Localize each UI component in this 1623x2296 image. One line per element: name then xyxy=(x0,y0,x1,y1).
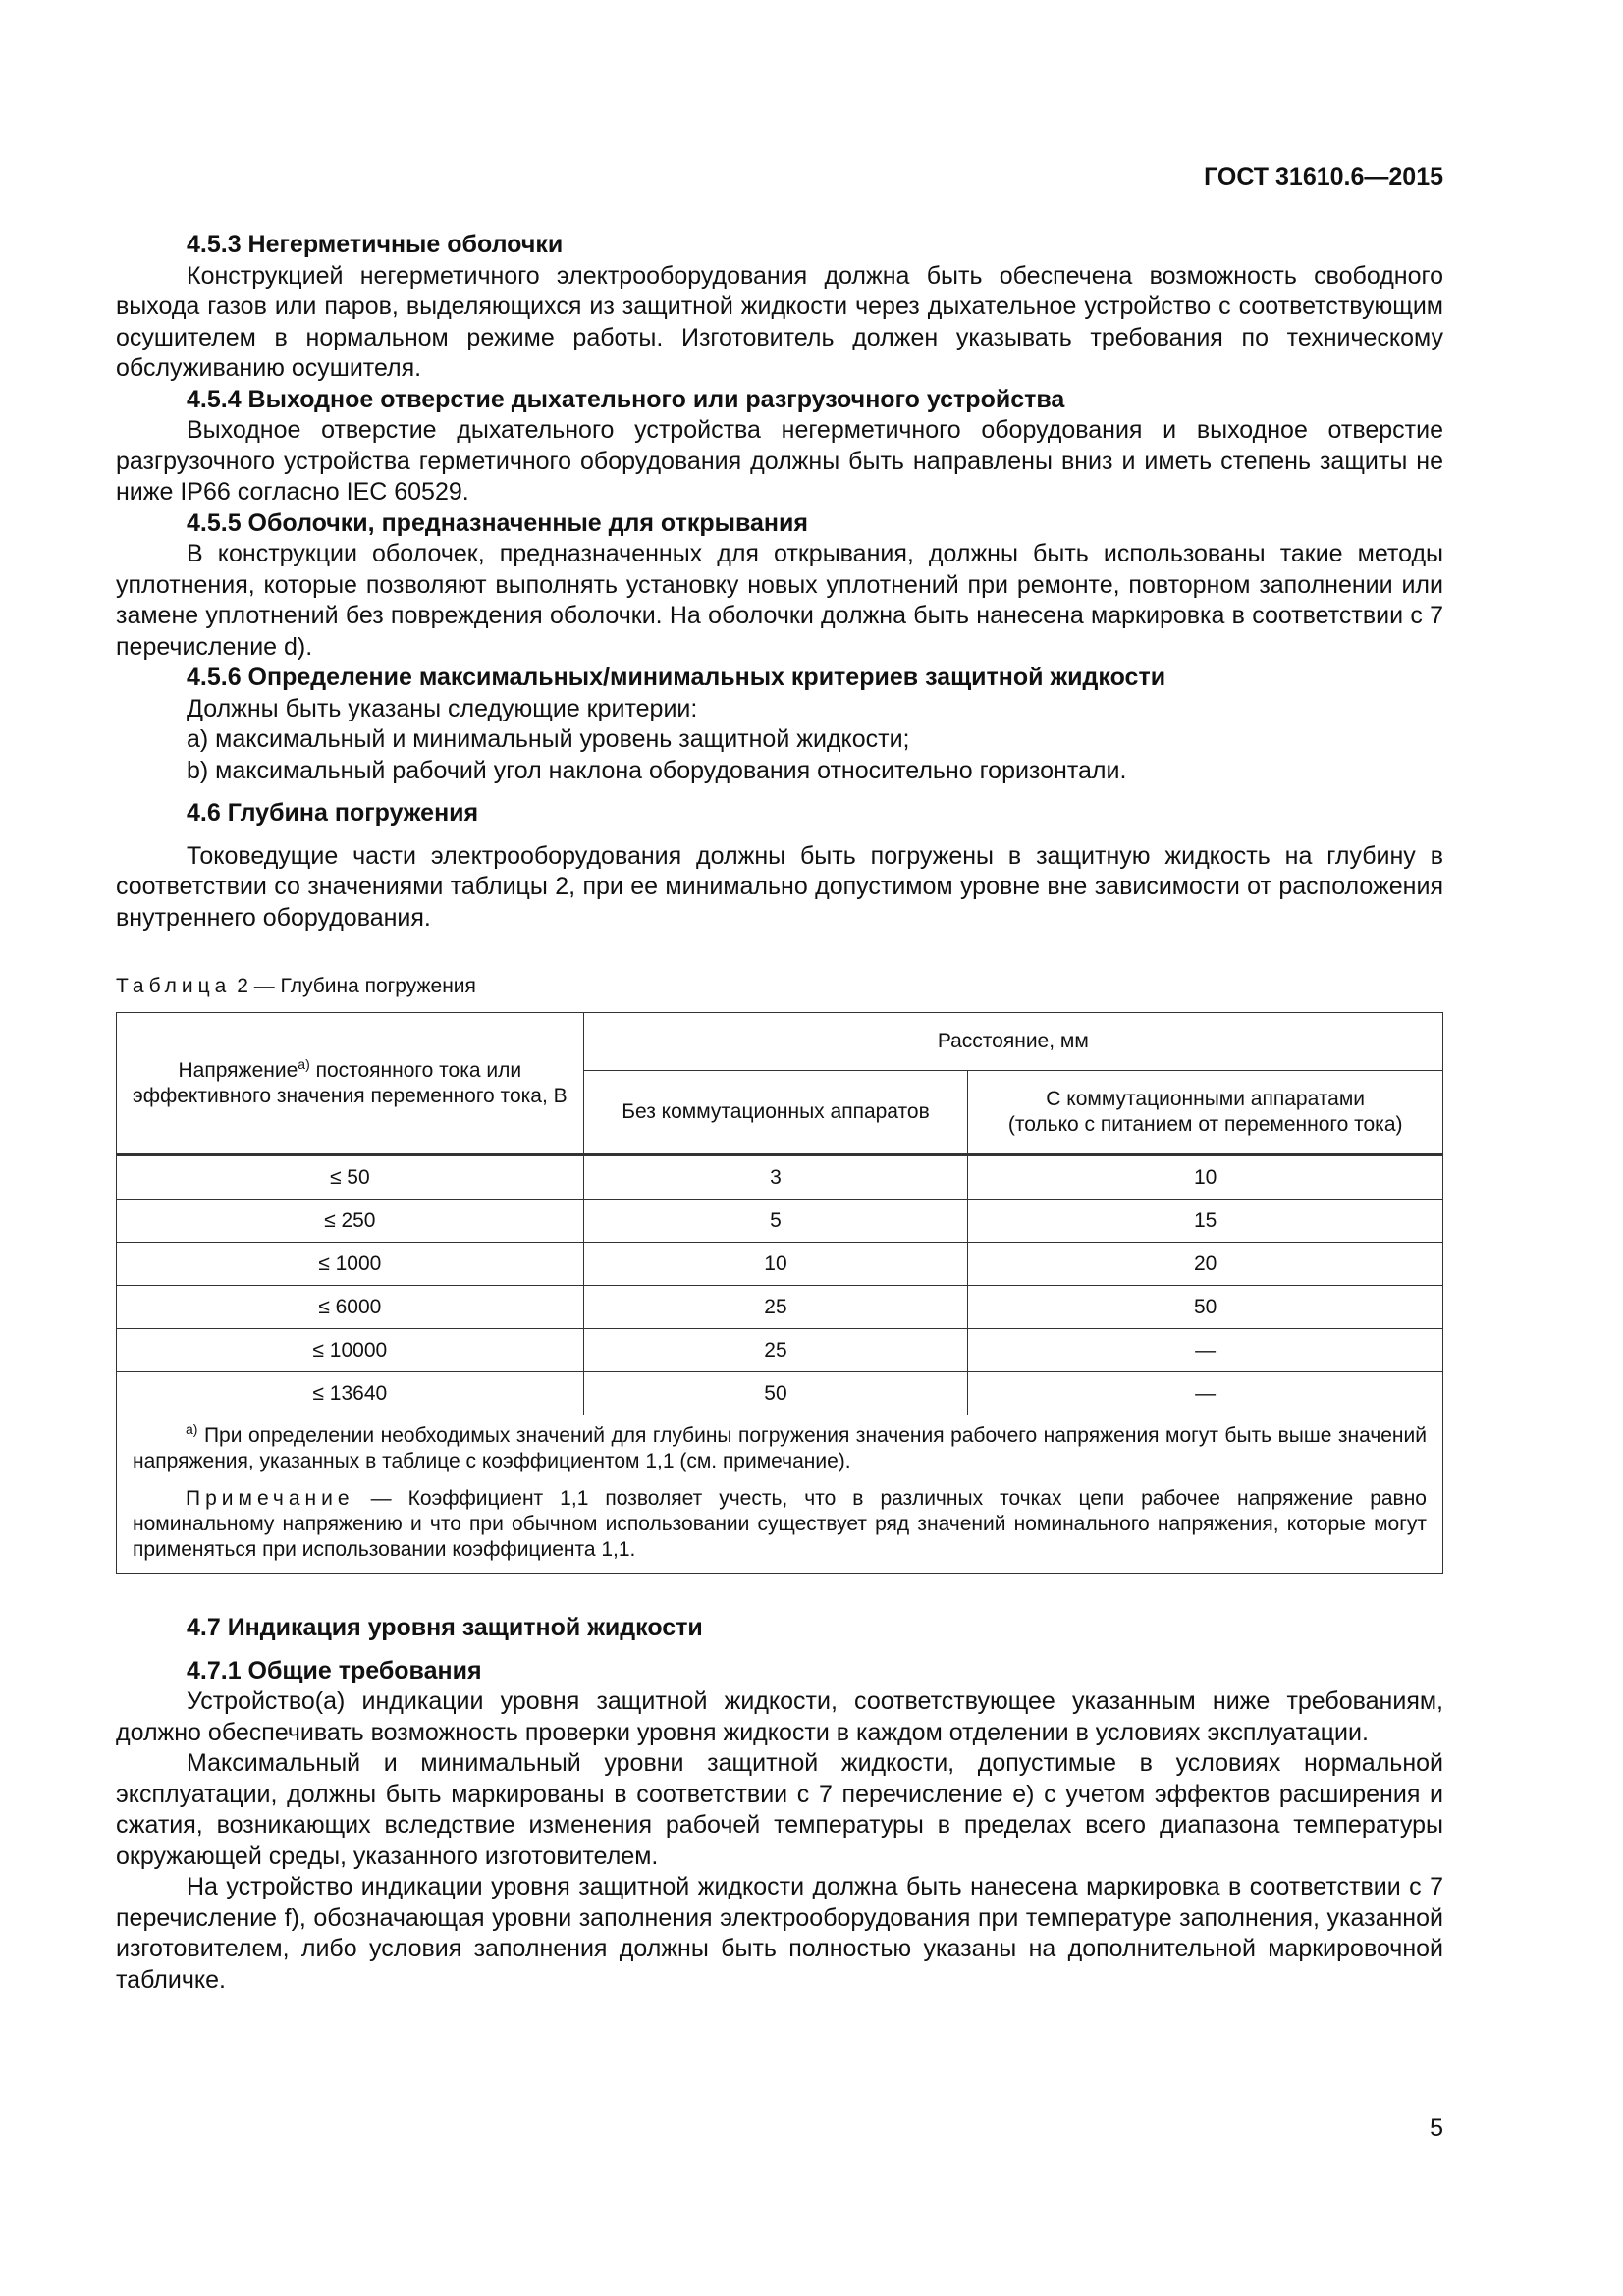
document-page xyxy=(116,0,1443,2296)
section-4-5-3-heading: 4.5.3 Негерметичные оболочки xyxy=(187,231,564,258)
table-row xyxy=(117,1372,1443,1415)
table-notes xyxy=(117,1415,1443,1574)
distance-group-header: Расстояние, мм xyxy=(583,1013,1442,1071)
with-switching-header: С коммутационными аппаратами (только с питанием от переменного тока) xyxy=(968,1071,1443,1155)
document-header: ГОСТ 31610.6—2015 xyxy=(1204,163,1443,190)
without-switching-cell: 25 xyxy=(583,1329,968,1372)
without-switching-cell: 10 xyxy=(583,1243,968,1286)
section-4-5-5-text: В конструкции оболочек, предназначенных для открывания, должны быть использованы такие методы уплотнения, которые позволяют выполнять установку новых уплотнений при ремонте, повторном заполнении или замене уплотнений без повреждения оболочки. На оболочки должна быть нанесена маркировка в соответствии с 7 перечисление d). xyxy=(116,540,1443,661)
section-4-5-5-heading: 4.5.5 Оболочки, предназначенные для открывания xyxy=(187,508,808,537)
table-caption-title: 2 — Глубина погружения xyxy=(237,975,476,997)
section-4-5-3-text: Конструкцией негерметичного электрооборудования должна быть обеспечена возможность свободного выхода газов или паров, выделяющихся из защитной жидкости через дыхательное устройство с соответствующим осушителем в нормальном режиме работы. Изготовитель должен указывать требования по техническому обслуживанию осушителя. xyxy=(116,261,1443,382)
voltage-cell: ≤ 6000 xyxy=(117,1286,584,1329)
section-4-5-6-heading: 4.5.6 Определение максимальных/минимальных критериев защитной жидкости xyxy=(187,664,1166,691)
with-switching-cell: 20 xyxy=(968,1243,1443,1286)
voltage-cell: ≤ 10000 xyxy=(117,1329,584,1372)
section-4-7-1-paragraph-1: Устройство(а) индикации уровня защитной жидкости, соответствующее указанным ниже требованиям, должно обеспечивать возможность проверки уровня жидкости в каждом отделении в условиях эксплуатации. xyxy=(116,1687,1443,1746)
immersion-depth-table xyxy=(116,1012,1443,1574)
without-switching-cell: 5 xyxy=(583,1200,968,1243)
with-switching-cell: 15 xyxy=(968,1200,1443,1243)
voltage-cell: ≤ 13640 xyxy=(117,1372,584,1415)
table-row xyxy=(117,1329,1443,1372)
section-4-6-text: Токоведущие части электрооборудования должны быть погружены в защитную жидкость на глубину в соответствии со значениями таблицы 2, при ее минимально допустимом уровне вне зависимости от расположения внутреннего оборудования. xyxy=(116,841,1443,932)
section-4-7-1-heading: 4.7.1 Общие требования xyxy=(187,1656,482,1684)
section-4-6-heading: 4.6 Глубина погружения xyxy=(187,799,479,827)
section-4-7-1-paragraph-2: Максимальный и минимальный уровни защитной жидкости, допустимые в условиях нормальной эксплуатации, должны быть маркированы в соответствии с 7 перечисление е) с учетом эффектов расширения и сжатия, возникающих вследствие изменения рабочей температуры в пределах всего диапазона температуры окружающей среды, указанного изготовителем. xyxy=(116,1749,1443,1870)
section-4-5-4-heading: 4.5.4 Выходное отверстие дыхательного или разгрузочного устройства xyxy=(187,385,1065,413)
voltage-column-header: Напряжение$^{а)}$ постоянного тока или эффективного значения переменного тока, В xyxy=(117,1013,584,1155)
with-switching-cell: 10 xyxy=(968,1155,1443,1200)
voltage-cell: ≤ 50 xyxy=(117,1155,584,1200)
section-4-5-6-intro: Должны быть указаны следующие критерии: xyxy=(187,694,698,722)
without-switching-cell: 3 xyxy=(583,1155,968,1200)
with-switching-cell: — xyxy=(968,1329,1443,1372)
table-footnote: $^{а)}$ При определении необходимых значений для глубины погружения значения рабочего напряжения могут быть выше значений напряжения, указанных в таблице с коэффициентом 1,1 (см. примечание). xyxy=(133,1421,1427,1472)
with-switching-cell: 50 xyxy=(968,1286,1443,1329)
page-number: 5 xyxy=(1430,2114,1443,2142)
table-caption-label: Таблица xyxy=(116,975,232,997)
document-body xyxy=(116,230,1443,1996)
voltage-cell: ≤ 1000 xyxy=(117,1243,584,1286)
table-row xyxy=(117,1200,1443,1243)
table-row xyxy=(117,1286,1443,1329)
with-switching-cell: — xyxy=(968,1372,1443,1415)
section-4-7-heading: 4.7 Индикация уровня защитной жидкости xyxy=(187,1614,703,1641)
table-2-caption xyxy=(116,975,1443,998)
criteria-item-a: a) максимальный и минимальный уровень защитной жидкости; xyxy=(187,725,910,753)
section-4-7-1-paragraph-3: На устройство индикации уровня защитной жидкости должна быть нанесена маркировка в соответствии с 7 перечисление f), обозначающая уровни заполнения электрооборудования при температуре заполнения, указанной изготовителем, либо условия заполнения должны быть полностью указаны на дополнительной маркировочной табличке. xyxy=(116,1873,1443,1994)
without-switching-cell: 25 xyxy=(583,1286,968,1329)
without-switching-header: Без коммутационных аппаратов xyxy=(583,1071,968,1155)
table-row xyxy=(117,1243,1443,1286)
without-switching-cell: 50 xyxy=(583,1372,968,1415)
voltage-cell: ≤ 250 xyxy=(117,1200,584,1243)
section-4-5-4-text: Выходное отверстие дыхательного устройства негерметичного оборудования и выходное отверстие разгрузочного устройства герметичного оборудования должны быть направлены вниз и иметь степень защиты не ниже IP66 согласно IEC 60529. xyxy=(116,416,1443,506)
table-note: Примечание — Коэффициент 1,1 позволяет учесть, что в различных точках цепи рабочее напряжение равно номинальному напряжению и что при обычном использовании существует ряд значений номинального напряжения, которые могут применяться при использовании коэффициента 1,1. xyxy=(133,1487,1427,1561)
table-row xyxy=(117,1155,1443,1200)
criteria-item-b: b) максимальный рабочий угол наклона оборудования относительно горизонтали. xyxy=(187,756,1127,784)
